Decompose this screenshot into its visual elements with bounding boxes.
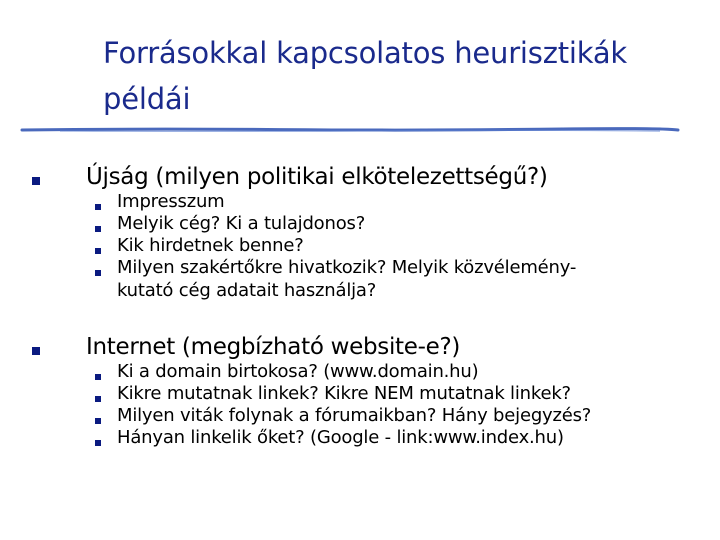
- section-2-item-3: Milyen viták folynak a fórumaikban? Hány bejegyzés?: [117, 405, 592, 426]
- slide-title-line-1: Forrásokkal kapcsolatos heurisztikák: [103, 36, 627, 70]
- section-2-item-2-bullet-icon: [95, 396, 101, 402]
- title-divider-rule: [20, 126, 680, 134]
- section-2-item-4: Hányan linkelik őket? (Google - link:www.index.hu): [117, 427, 564, 448]
- section-2-bullet-icon: [32, 347, 40, 355]
- section-1-item-3: Kik hirdetnek benne?: [117, 235, 304, 256]
- section-1-item-4-bullet-icon: [95, 270, 101, 276]
- section-1-item-1: Impresszum: [117, 191, 225, 212]
- slide-title-line-2: példái: [103, 82, 191, 116]
- section-1-item-1-bullet-icon: [95, 204, 101, 210]
- section-2-item-1: Ki a domain birtokosa? (www.domain.hu): [117, 361, 479, 382]
- section-1-item-2-bullet-icon: [95, 226, 101, 232]
- section-1-item-3-bullet-icon: [95, 248, 101, 254]
- section-2-item-4-bullet-icon: [95, 440, 101, 446]
- section-2-heading: Internet (megbízható website-e?): [86, 334, 461, 360]
- section-1-item-4: Milyen szakértőkre hivatkozik? Melyik közvélemény-: [117, 257, 577, 278]
- section-2-item-1-bullet-icon: [95, 374, 101, 380]
- section-1-item-2: Melyik cég? Ki a tulajdonos?: [117, 213, 366, 234]
- section-1-item-4-continuation: kutató cég adatait használja?: [117, 280, 377, 301]
- section-2-item-2: Kikre mutatnak linkek? Kikre NEM mutatnak linkek?: [117, 383, 571, 404]
- section-1-heading: Újság (milyen politikai elkötelezettségű?): [86, 164, 548, 190]
- section-1-bullet-icon: [32, 177, 40, 185]
- section-2-item-3-bullet-icon: [95, 418, 101, 424]
- slide-title: [103, 30, 703, 122]
